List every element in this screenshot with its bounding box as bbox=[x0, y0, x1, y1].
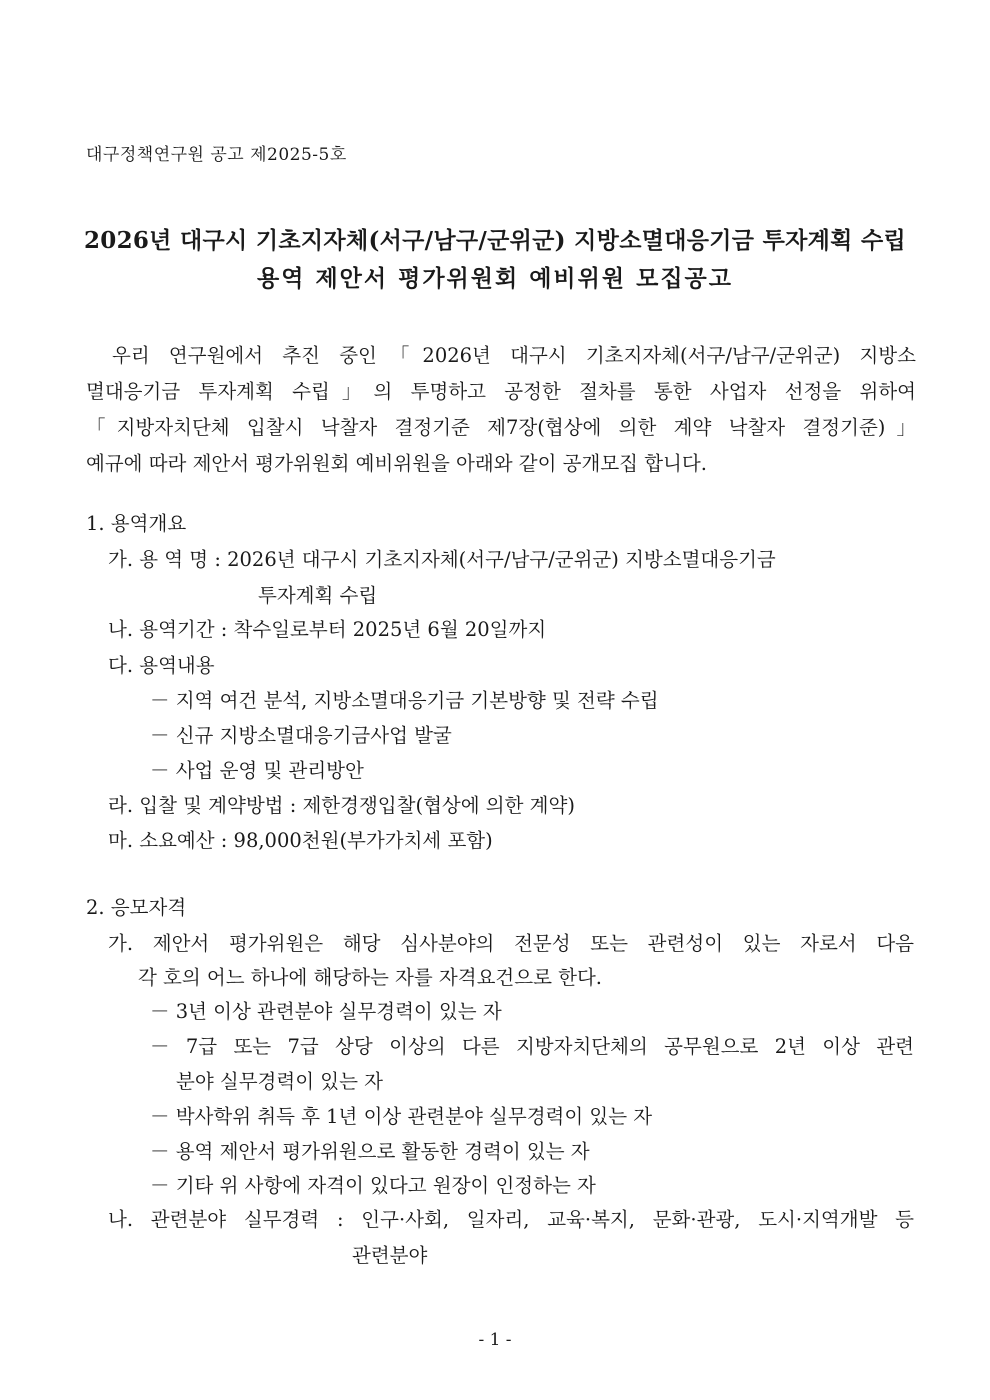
section1-item-ga-cont: 투자계획 수립 bbox=[258, 584, 378, 607]
section2-bullet: － 3년 이상 관련분야 실무경력이 있는 자 bbox=[150, 1000, 502, 1023]
intro-line: 예규에 따라 제안서 평가위원회 예비위원을 아래와 같이 공개모집 합니다. bbox=[86, 452, 707, 475]
notice-number: 대구정책연구원 공고 제2025-5호 bbox=[86, 145, 347, 165]
section2-bullet: － 박사학위 취득 후 1년 이상 관련분야 실무경력이 있는 자 bbox=[150, 1105, 653, 1128]
section1-item-ga: 가. 용 역 명 : 2026년 대구시 기초지자체(서구/남구/군위군) 지방소멸대응기금 bbox=[108, 548, 776, 571]
section1-item-da: 다. 용역내용 bbox=[108, 654, 215, 677]
title-line-1: 2026년 대구시 기초지자체(서구/남구/군위군) 지방소멸대응기금 투자계획 수립 bbox=[83, 227, 907, 254]
section2-bullet: － 7급 또는 7급 상당 이상의 다른 지방자치단체의 공무원으로 2년 이상 관련 bbox=[150, 1035, 914, 1058]
section2-heading: 2. 응모자격 bbox=[86, 896, 187, 919]
section1-da-bullet: － 신규 지방소멸대응기금사업 발굴 bbox=[150, 724, 452, 747]
section2-item-na: 나. 관련분야 실무경력 : 인구·사회, 일자리, 교육·복지, 문화·관광, 도시·지역개발 등 bbox=[108, 1208, 914, 1231]
section1-heading: 1. 용역개요 bbox=[86, 512, 187, 535]
page-number: - 1 - bbox=[478, 1330, 512, 1350]
section2-item-ga-cont: 각 호의 어느 하나에 해당하는 자를 자격요건으로 한다. bbox=[138, 966, 603, 989]
section2-bullet: － 용역 제안서 평가위원으로 활동한 경력이 있는 자 bbox=[150, 1140, 590, 1163]
title-line-2: 용역 제안서 평가위원회 예비위원 모집공고 bbox=[257, 265, 733, 292]
section1-da-bullet: － 지역 여건 분석, 지방소멸대응기금 기본방향 및 전략 수립 bbox=[150, 689, 659, 712]
intro-line: 멸대응기금 투자계획 수립」의 투명하고 공정한 절차를 통한 사업자 선정을 위하여 bbox=[86, 380, 916, 403]
section2-bullet: － 기타 위 사항에 자격이 있다고 원장이 인정하는 자 bbox=[150, 1174, 596, 1197]
intro-paragraph bbox=[86, 338, 916, 482]
section2-item-na-cont: 관련분야 bbox=[352, 1244, 428, 1267]
section2-item-ga: 가. 제안서 평가위원은 해당 심사분야의 전문성 또는 관련성이 있는 자로서 다음 bbox=[108, 932, 914, 955]
section1-item-na: 나. 용역기간 : 착수일로부터 2025년 6월 20일까지 bbox=[108, 618, 547, 641]
section1-item-ma: 마. 소요예산 : 98,000천원(부가가치세 포함) bbox=[108, 829, 493, 852]
section2-bullet-cont: 분야 실무경력이 있는 자 bbox=[176, 1070, 383, 1093]
section1-item-ra: 라. 입찰 및 계약방법 : 제한경쟁입찰(협상에 의한 계약) bbox=[108, 794, 575, 817]
intro-line: 「지방자치단체 입찰시 낙찰자 결정기준 제7장(협상에 의한 계약 낙찰자 결정기준)」 bbox=[86, 416, 916, 439]
section1-da-bullet: － 사업 운영 및 관리방안 bbox=[150, 759, 364, 782]
intro-line: 우리 연구원에서 추진 중인「2026년 대구시 기초지자체(서구/남구/군위군) 지방소 bbox=[112, 344, 916, 367]
